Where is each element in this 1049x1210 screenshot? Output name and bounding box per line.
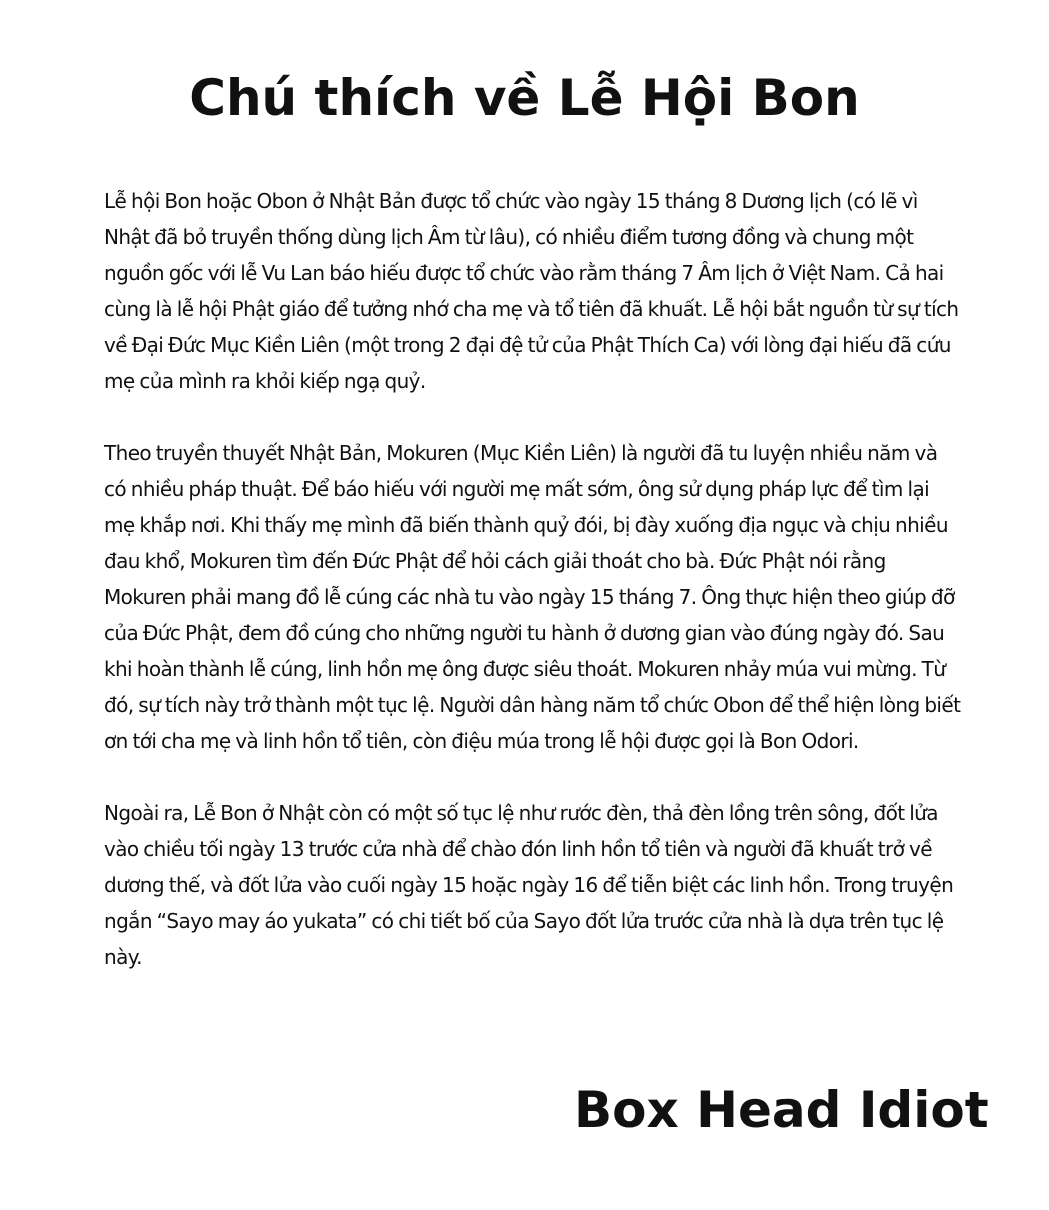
paragraph-2: Theo truyền thuyết Nhật Bản, Mokuren (Mục Kiền Liên) là người đã tu luyện nhiều năm và có nhiều pháp thuật. Để báo hiếu với người mẹ mất sớm, ông sử dụng pháp lực để tìm lại mẹ khắp nơi. Khi thấy mẹ mình đã biến thành quỷ đói, bị đày xuống địa ngục và chịu nhiều đau khổ, Mokuren tìm đến Đức Phật để hỏi cách giải thoát cho bà. Đức Phật nói rằng Mokuren phải mang đồ lễ cúng các nhà tu vào ngày 15 tháng 7. Ông thực hiện theo giúp đỡ của Đức Phật, đem đồ cúng cho những người tu hành ở dương gian vào đúng ngày đó. Sau khi hoàn thành lễ cúng, linh hồn mẹ ông được siêu thoát. Mokuren nhảy múa vui mừng. Từ đó, sự tích này trở thành một tục lệ. Người dân hàng năm tổ chức Obon để thể hiện lòng biết ơn tới cha mẹ và linh hồn tổ tiên, còn điệu múa trong lễ hội được gọi là Bon Odori. bbox=[104, 441, 961, 753]
signature: Box Head Idiot bbox=[574, 1081, 989, 1139]
paragraph-3: Ngoài ra, Lễ Bon ở Nhật còn có một số tục lệ như rước đèn, thả đèn lồng trên sông, đốt lửa vào chiều tối ngày 13 trước cửa nhà để chào đón linh hồn tổ tiên và người đã khuất trở về dương thế, và đốt lửa vào cuối ngày 15 hoặc ngày 16 để tiễn biệt các linh hồn. Trong truyện ngắn “Sayo may áo yukata” có chi tiết bố của Sayo đốt lửa trước cửa nhà là dựa trên tục lệ này. bbox=[104, 801, 954, 969]
page-title: Chú thích về Lễ Hội Bon bbox=[189, 69, 860, 127]
paragraph-1: Lễ hội Bon hoặc Obon ở Nhật Bản được tổ chức vào ngày 15 tháng 8 Dương lịch (có lẽ vì Nhật đã bỏ truyền thống dùng lịch Âm từ lâu), có nhiều điểm tương đồng và chung một nguồn gốc với lễ Vu Lan báo hiếu được tổ chức vào rằm tháng 7 Âm lịch ở Việt Nam. Cả hai cùng là lễ hội Phật giáo để tưởng nhớ cha mẹ và tổ tiên đã khuất. Lễ hội bắt nguồn từ sự tích về Đại Đức Mục Kiền Liên (một trong 2 đại đệ tử của Phật Thích Ca) với lòng đại hiếu đã cứu mẹ của mình ra khỏi kiếp ngạ quỷ. bbox=[104, 189, 959, 393]
body-text bbox=[104, 183, 964, 1011]
